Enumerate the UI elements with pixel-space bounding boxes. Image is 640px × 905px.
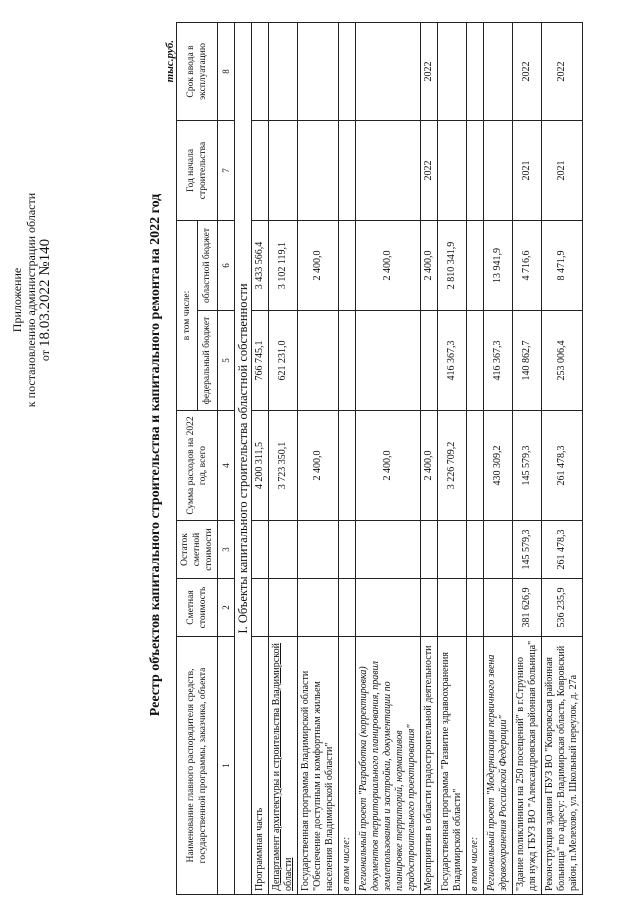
row-end-year bbox=[438, 23, 467, 121]
table-row bbox=[252, 23, 269, 895]
row-estimate bbox=[298, 579, 339, 637]
row-start-year bbox=[438, 121, 467, 221]
appendix-decree: к постановлению администрации области bbox=[24, 192, 38, 408]
row-name: в том числе: bbox=[467, 637, 484, 895]
row-regional: 2 400,0 bbox=[356, 221, 421, 311]
row-estimate: 381 626,9 bbox=[513, 579, 542, 637]
column-number: 6 bbox=[218, 221, 235, 311]
section-row bbox=[235, 23, 252, 895]
appendix-label: Приложение bbox=[10, 267, 24, 333]
row-total: 3 723 350,1 bbox=[269, 411, 298, 521]
row-end-year bbox=[252, 23, 269, 121]
col-header-including: в том числе: bbox=[177, 221, 198, 411]
row-end-year bbox=[467, 23, 484, 121]
row-start-year bbox=[484, 121, 513, 221]
column-number: 1 bbox=[218, 637, 235, 895]
row-name: Программная часть bbox=[252, 637, 269, 895]
row-federal: 140 862,7 bbox=[513, 311, 542, 411]
row-name: Мероприятия в области градостроительной деятельности bbox=[421, 637, 438, 895]
table-row bbox=[484, 23, 513, 895]
row-name: Реконструкция здания ГБУЗ ВО "Ковровская районная больница" по адресу: Владимирская область, Ковровский район, п.Мелехово, ул. Школьный переулок, д. 27а bbox=[542, 637, 583, 895]
table-row bbox=[513, 23, 542, 895]
row-remainder: 145 579,3 bbox=[513, 521, 542, 579]
row-estimate bbox=[269, 579, 298, 637]
row-federal: 621 231,0 bbox=[269, 311, 298, 411]
row-total: 145 579,3 bbox=[513, 411, 542, 521]
row-federal bbox=[467, 311, 484, 411]
row-estimate bbox=[356, 579, 421, 637]
appendix-date-number: 18.03.2022 №140 bbox=[37, 238, 53, 347]
col-header-remainder: Остаток сметной стоимости bbox=[177, 521, 218, 579]
row-start-year bbox=[339, 121, 356, 221]
row-remainder bbox=[467, 521, 484, 579]
row-name: Региональный проект "Модернизация первичного звена здравоохранения Российской Федерации" bbox=[484, 637, 513, 895]
row-estimate bbox=[484, 579, 513, 637]
table-row bbox=[542, 23, 583, 895]
row-end-year bbox=[269, 23, 298, 121]
row-regional: 13 941,9 bbox=[484, 221, 513, 311]
row-end-year bbox=[356, 23, 421, 121]
col-header-total: Сумма расходов на 2022 год, всего bbox=[177, 411, 218, 521]
column-number: 5 bbox=[218, 311, 235, 411]
row-federal: 766 745,1 bbox=[252, 311, 269, 411]
row-start-year bbox=[467, 121, 484, 221]
table-row bbox=[356, 23, 421, 895]
table-row bbox=[269, 23, 298, 895]
row-remainder: 261 478,3 bbox=[542, 521, 583, 579]
column-number: 8 bbox=[218, 23, 235, 121]
row-regional: 2 400,0 bbox=[421, 221, 438, 311]
row-name: Государственная программа Владимирской области "Обеспечение доступным и комфортным жильем населения Владимирской области" bbox=[298, 637, 339, 895]
row-remainder bbox=[438, 521, 467, 579]
appendix-date-line bbox=[38, 150, 52, 450]
header-row bbox=[177, 23, 198, 895]
table-row bbox=[438, 23, 467, 895]
col-header-name: Наименование главного распорядителя средств, государственной программы, заказчика, объекта bbox=[177, 637, 218, 895]
column-number: 3 bbox=[218, 521, 235, 579]
row-name: Департамент архитектуры и строительства Владимирской области bbox=[269, 637, 298, 895]
row-start-year bbox=[298, 121, 339, 221]
row-federal bbox=[356, 311, 421, 411]
row-regional: 3 102 119,1 bbox=[269, 221, 298, 311]
col-header-regional: областной бюджет bbox=[197, 221, 218, 311]
table-row bbox=[421, 23, 438, 895]
row-federal: 416 367,3 bbox=[438, 311, 467, 411]
row-total: 3 226 709,2 bbox=[438, 411, 467, 521]
column-number-row bbox=[218, 23, 235, 895]
row-federal bbox=[339, 311, 356, 411]
row-total bbox=[467, 411, 484, 521]
row-name: Региональный проект "Разработка (корректировка) документов территориального планирования, правил землепользования и застройки, документации по планировке территорий, нормативов градостроительного проектирования" bbox=[356, 637, 421, 895]
register-table bbox=[176, 22, 583, 895]
row-federal: 253 006,4 bbox=[542, 311, 583, 411]
row-federal bbox=[298, 311, 339, 411]
row-start-year bbox=[269, 121, 298, 221]
row-total: 4 200 311,5 bbox=[252, 411, 269, 521]
row-total: 430 309,2 bbox=[484, 411, 513, 521]
row-end-year bbox=[298, 23, 339, 121]
row-end-year: 2022 bbox=[421, 23, 438, 121]
document-title: Реестр объектов капитального строительства и капитального ремонта на 2022 год bbox=[148, 193, 163, 717]
row-estimate bbox=[421, 579, 438, 637]
column-number: 4 bbox=[218, 411, 235, 521]
row-remainder bbox=[252, 521, 269, 579]
row-start-year: 2022 bbox=[421, 121, 438, 221]
row-remainder bbox=[356, 521, 421, 579]
row-remainder bbox=[421, 521, 438, 579]
col-header-federal: федеральный бюджет bbox=[197, 311, 218, 411]
row-regional: 4 716,6 bbox=[513, 221, 542, 311]
row-total: 261 478,3 bbox=[542, 411, 583, 521]
row-name: Государственная программа "Развитие здравоохранения Владимирской области" bbox=[438, 637, 467, 895]
table-row bbox=[339, 23, 356, 895]
row-name: "Здание поликлиники на 250 посещений" в г.Струнино для нужд ГБУЗ ВО "Александровская районная больница" bbox=[513, 637, 542, 895]
row-regional bbox=[467, 221, 484, 311]
row-total: 2 400,0 bbox=[421, 411, 438, 521]
row-federal bbox=[421, 311, 438, 411]
row-estimate bbox=[467, 579, 484, 637]
row-start-year bbox=[356, 121, 421, 221]
row-regional: 2 810 341,9 bbox=[438, 221, 467, 311]
col-header-estimate: Сметная стоимость bbox=[177, 579, 218, 637]
appendix-date-prefix: от bbox=[38, 349, 52, 362]
table-row bbox=[298, 23, 339, 895]
col-header-start-year: Год начала строительства bbox=[177, 121, 218, 221]
row-end-year: 2022 bbox=[513, 23, 542, 121]
row-total: 2 400,0 bbox=[356, 411, 421, 521]
row-start-year: 2021 bbox=[513, 121, 542, 221]
row-end-year bbox=[484, 23, 513, 121]
row-remainder bbox=[298, 521, 339, 579]
row-name: в том числе: bbox=[339, 637, 356, 895]
row-federal: 416 367,3 bbox=[484, 311, 513, 411]
row-regional: 2 400,0 bbox=[298, 221, 339, 311]
row-regional: 3 433 566,4 bbox=[252, 221, 269, 311]
row-regional: 8 471,9 bbox=[542, 221, 583, 311]
appendix-header bbox=[10, 150, 52, 450]
row-estimate bbox=[252, 579, 269, 637]
row-remainder bbox=[269, 521, 298, 579]
row-start-year bbox=[252, 121, 269, 221]
unit-label: тыс.руб. bbox=[164, 40, 176, 83]
row-total bbox=[339, 411, 356, 521]
row-estimate bbox=[438, 579, 467, 637]
row-start-year: 2021 bbox=[542, 121, 583, 221]
row-regional bbox=[339, 221, 356, 311]
section-title: I. Объекты капитального строительства областной собственности bbox=[235, 23, 252, 895]
row-remainder bbox=[484, 521, 513, 579]
col-header-commission-year: Срок ввода в эксплуатацию bbox=[177, 23, 218, 121]
row-estimate bbox=[339, 579, 356, 637]
column-number: 7 bbox=[218, 121, 235, 221]
column-number: 2 bbox=[218, 579, 235, 637]
row-end-year: 2022 bbox=[542, 23, 583, 121]
row-estimate: 536 235,9 bbox=[542, 579, 583, 637]
table-row bbox=[467, 23, 484, 895]
row-remainder bbox=[339, 521, 356, 579]
row-total: 2 400,0 bbox=[298, 411, 339, 521]
row-end-year bbox=[339, 23, 356, 121]
